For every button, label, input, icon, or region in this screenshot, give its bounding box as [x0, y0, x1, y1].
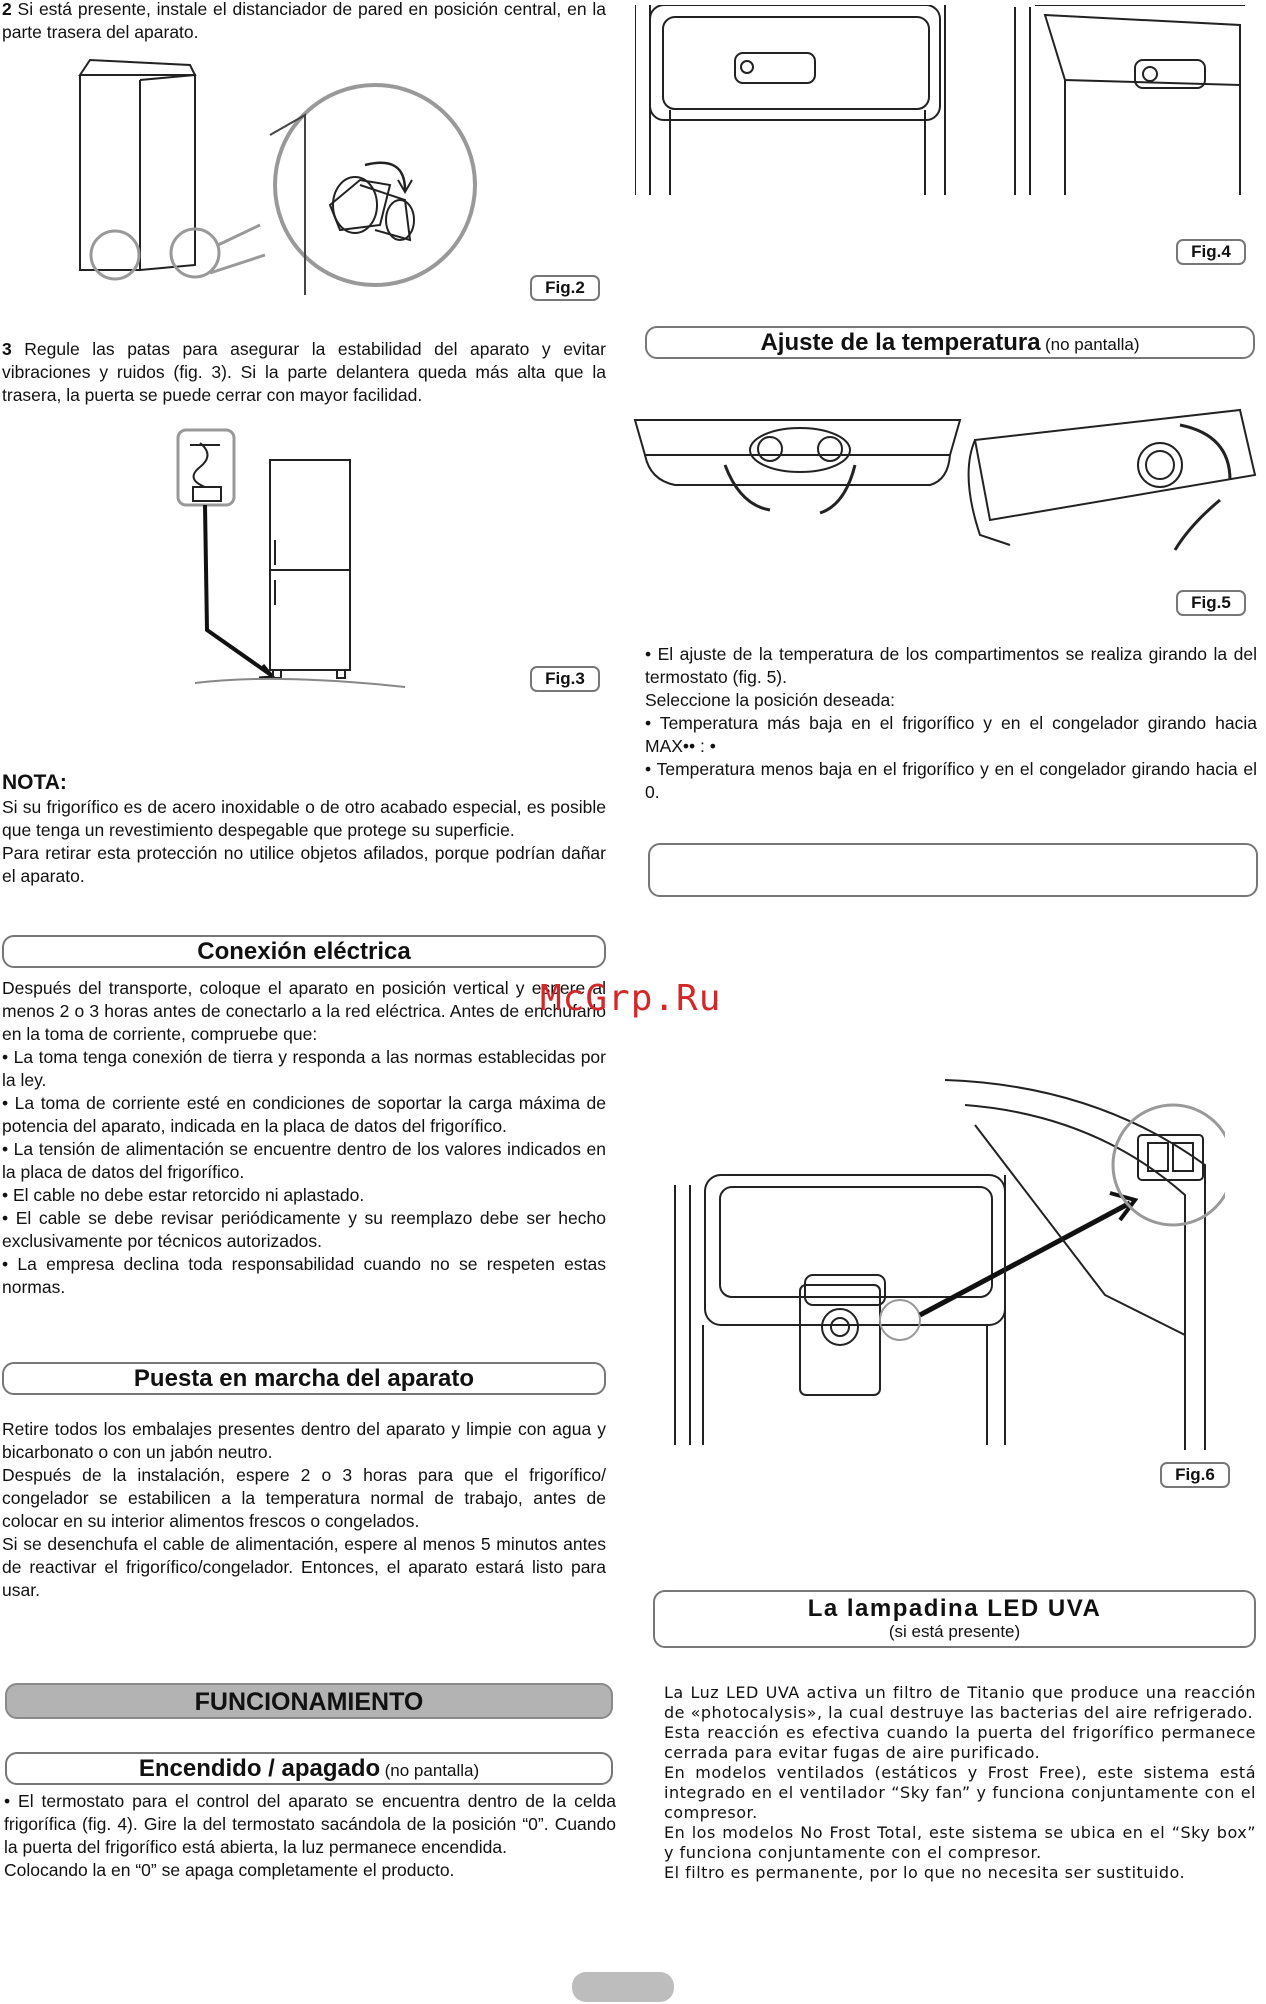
fig4-label: Fig.4 [1176, 239, 1246, 265]
nota-section [2, 770, 606, 888]
nota-paragraph-2: Para retirar esta protección no utilice objetos afilados, porque podrían dañar el aparato. [2, 843, 606, 886]
empty-heading-box [648, 843, 1258, 897]
puesta-section [2, 1418, 606, 1602]
step-3-body: Regule las patas para asegurar la estabilidad del aparato y evitar vibraciones y ruidos (fig. 3). Si la parte delantera queda más alta que la trasera, la puerta se puede cerrar con mayor facilidad. [2, 339, 606, 405]
temperatura-paragraph-3: • Temperatura más baja en el frigorífico y en el congelador girando hacia MAX•• : • [645, 713, 1257, 756]
fig4-illustration [635, 5, 1255, 200]
page-number-pill [572, 1972, 674, 2002]
conexion-heading: Conexión eléctrica [197, 938, 411, 965]
fig3-label: Fig.3 [530, 666, 600, 692]
led-heading-box [653, 1590, 1256, 1648]
conexion-bullet-6: • La empresa declina toda responsabilidad cuando no se respeten estas normas. [2, 1254, 606, 1297]
nota-paragraph-1: Si su frigorífico es de acero inoxidable o de otro acabado especial, es posible que tenga un revestimiento despegable que protege su superficie. [2, 797, 606, 840]
led-line-4: En los modelos No Frost Total, este sistema se ubica en el “Sky box” y funciona conjuntamente con el compresor. [664, 1823, 1256, 1862]
ajuste-heading: Ajuste de la temperatura [760, 329, 1041, 356]
puesta-heading: Puesta en marcha del aparato [133, 1365, 475, 1392]
fig2-label: Fig.2 [530, 275, 600, 301]
encendido-paragraph-1: • El termostato para el control del aparato se encuentra dentro de la celda frigorífica (fig. 4). Gire la del termostato sacándola de la posición “0”. Cuando la puerta del frigorífico está abierta, la luz permanece encendida. [4, 1791, 616, 1857]
led-section [664, 1683, 1256, 1883]
encendido-heading-box [5, 1752, 613, 1785]
temperatura-section [645, 643, 1257, 804]
step-2-text [2, 0, 606, 44]
led-line-2: Esta reacción es efectiva cuando la puerta del frigorífico permanece cerrada para evitar fugas de aire purificado. [664, 1723, 1256, 1762]
encendido-heading: Encendido / apagado [138, 1755, 381, 1782]
led-heading: La lampadina LED UVA [807, 1595, 1102, 1622]
conexion-bullet-2: • La toma de corriente esté en condiciones de soportar la carga máxima de potencia del aparato, indicada en la placa de datos del frigorífico. [2, 1093, 606, 1136]
conexion-intro: Después del transporte, coloque el aparato en posición vertical y espere al menos 2 o 3 horas antes de conectarlo a la red eléctrica. Antes de enchufarlo en la toma de corriente, compruebe que: [2, 978, 606, 1044]
step-2-number: 2 [2, 0, 12, 19]
step-3-number: 3 [2, 339, 12, 359]
temperatura-paragraph-4: • Temperatura menos baja en el frigorífico y en el congelador girando hacia el 0. [645, 759, 1257, 802]
puesta-paragraph-2: Después de la instalación, espere 2 o 3 horas para que el frigorífico/ congelador se estabilicen a la temperatura normal de trabajo, antes de colocar en su interior alimentos frescos o congelados. [2, 1465, 606, 1531]
ajuste-subheading: (no pantalla) [1045, 335, 1140, 354]
ajuste-heading-box [645, 326, 1255, 359]
temperatura-paragraph-1: • El ajuste de la temperatura de los compartimentos se realiza girando la del termostato (fig. 5). [645, 644, 1257, 687]
puesta-paragraph-1: Retire todos los embalajes presentes dentro del aparato y limpie con agua y bicarbonato o con un jabón neutro. [2, 1419, 606, 1462]
fig5-illustration [630, 385, 1260, 585]
encendido-subheading: (no pantalla) [384, 1761, 480, 1780]
fig3-illustration [175, 425, 615, 695]
puesta-paragraph-3: Si se desenchufa el cable de alimentación, espere al menos 5 minutos antes de reactivar el frigorífico/congelador. Entonces, el aparato estará listo para usar. [2, 1534, 606, 1600]
watermark: McGrp.Ru [540, 978, 722, 1019]
led-line-3: En modelos ventilados (estáticos y Frost Free), este sistema está integrado en el ventilador “Sky fan” y funciona conjuntamente con el compresor. [664, 1763, 1256, 1822]
led-subheading: (si está presente) [888, 1622, 1021, 1641]
nota-title: NOTA: [2, 771, 67, 794]
fig2-illustration [60, 55, 500, 320]
fig6-illustration [665, 1075, 1225, 1450]
conexion-bullet-3: • La tensión de alimentación se encuentre dentro de los valores indicados en la placa de datos del frigorífico. [2, 1139, 606, 1182]
conexion-section [2, 977, 606, 1299]
fig6-label: Fig.6 [1160, 1462, 1230, 1488]
encendido-paragraph-2: Colocando la en “0” se apaga completamente el producto. [4, 1860, 455, 1880]
puesta-heading-box [2, 1362, 606, 1395]
conexion-bullet-5: • El cable se debe revisar periódicamente y su reemplazo debe ser hecho exclusivamente por técnicos autorizados. [2, 1208, 606, 1251]
conexion-bullet-4: • El cable no debe estar retorcido ni aplastado. [2, 1185, 365, 1205]
conexion-heading-box [2, 935, 606, 968]
encendido-section [4, 1790, 616, 1882]
led-line-1: La Luz LED UVA activa un filtro de Titanio que produce una reacción de «photocalysis», la cual destruye las bacterias del aire refrigerado. [664, 1683, 1256, 1722]
step-3-text [2, 338, 606, 407]
fig5-label: Fig.5 [1176, 590, 1246, 616]
conexion-bullet-1: • La toma tenga conexión de tierra y responda a las normas establecidas por la ley. [2, 1047, 606, 1090]
temperatura-paragraph-2: Seleccione la posición deseada: [645, 690, 896, 710]
funcionamiento-banner: FUNCIONAMIENTO [5, 1683, 613, 1719]
led-line-5: El filtro es permanente, por lo que no necesita ser sustituido. [664, 1863, 1186, 1882]
step-2-body: Si está presente, instale el distanciador de pared en posición central, en la parte trasera del aparato. [2, 0, 606, 42]
